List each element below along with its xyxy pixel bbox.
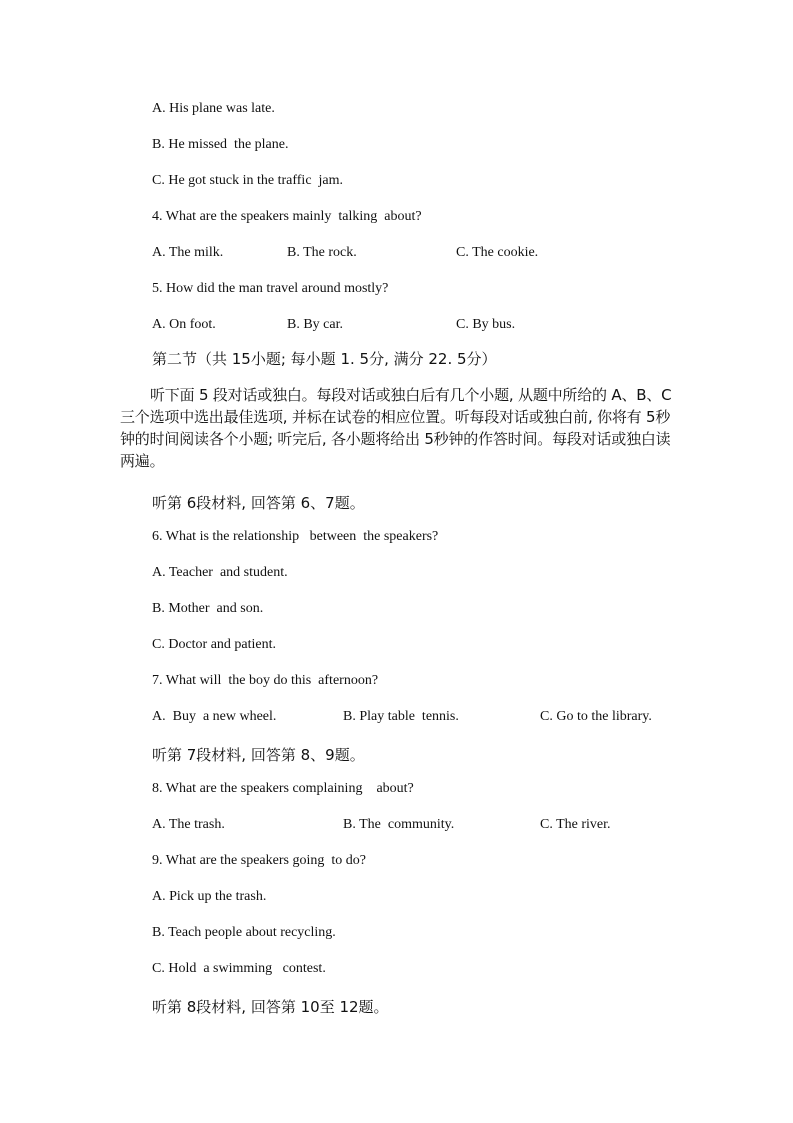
section2-heading: 第二节（共 15小题; 每小题 1. 5分, 满分 22. 5分） xyxy=(152,350,497,368)
q5-options xyxy=(152,316,733,334)
q6-question: 6. What is the relationship between the speakers? xyxy=(152,529,439,544)
q9-question: 9. What are the speakers going to do? xyxy=(152,853,366,868)
q8-options xyxy=(152,816,733,834)
q3-option-b: B. He missed the plane. xyxy=(152,137,289,152)
material6-label: 听第 6段材料, 回答第 6、7题。 xyxy=(152,494,365,512)
q9-option-c: C. Hold a swimming contest. xyxy=(152,961,326,976)
q8-question: 8. What are the speakers complaining about? xyxy=(152,781,414,796)
q5-question: 5. How did the man travel around mostly? xyxy=(152,281,389,296)
q4-option-c: C. The cookie. xyxy=(456,245,539,260)
q7-question: 7. What will the boy do this afternoon? xyxy=(152,673,379,688)
q4-option-b: B. The rock. xyxy=(287,245,357,260)
q8-option-b: B. The community. xyxy=(343,817,455,832)
q5-option-c: C. By bus. xyxy=(456,317,516,332)
q4-options xyxy=(152,244,733,262)
q7-option-a: A. Buy a new wheel. xyxy=(152,709,277,724)
q7-option-b: B. Play table tennis. xyxy=(343,709,459,724)
q3-option-c: C. He got stuck in the traffic jam. xyxy=(152,173,344,188)
material8-label: 听第 8段材料, 回答第 10至 12题。 xyxy=(152,998,389,1016)
q5-option-a: A. On foot. xyxy=(152,317,216,332)
q6-option-c: C. Doctor and patient. xyxy=(152,637,277,652)
section2-instructions: 听下面 5 段对话或独白。每段对话或独白后有几个小题, 从题中所给的 A、B、C 三个选项中选出最佳选项, 并标在试卷的相应位置。听每段对话或独白前, 你将有 5秒钟的时间阅读各个小题; 听完后, 各小题将给出 5秒钟的作答时间。每段对话或独白读两遍。 xyxy=(120,386,672,470)
material7-label: 听第 7段材料, 回答第 8、9题。 xyxy=(152,746,365,764)
q6-option-a: A. Teacher and student. xyxy=(152,565,288,580)
q6-option-b: B. Mother and son. xyxy=(152,601,264,616)
q3-option-a: A. His plane was late. xyxy=(152,101,275,116)
q4-question: 4. What are the speakers mainly talking about? xyxy=(152,209,422,224)
q7-option-c: C. Go to the library. xyxy=(540,709,652,724)
q9-option-a: A. Pick up the trash. xyxy=(152,889,267,904)
q7-options xyxy=(152,708,733,726)
q5-option-b: B. By car. xyxy=(287,317,343,332)
q4-option-a: A. The milk. xyxy=(152,245,224,260)
q9-option-b: B. Teach people about recycling. xyxy=(152,925,336,940)
q8-option-c: C. The river. xyxy=(540,817,611,832)
q8-option-a: A. The trash. xyxy=(152,817,225,832)
